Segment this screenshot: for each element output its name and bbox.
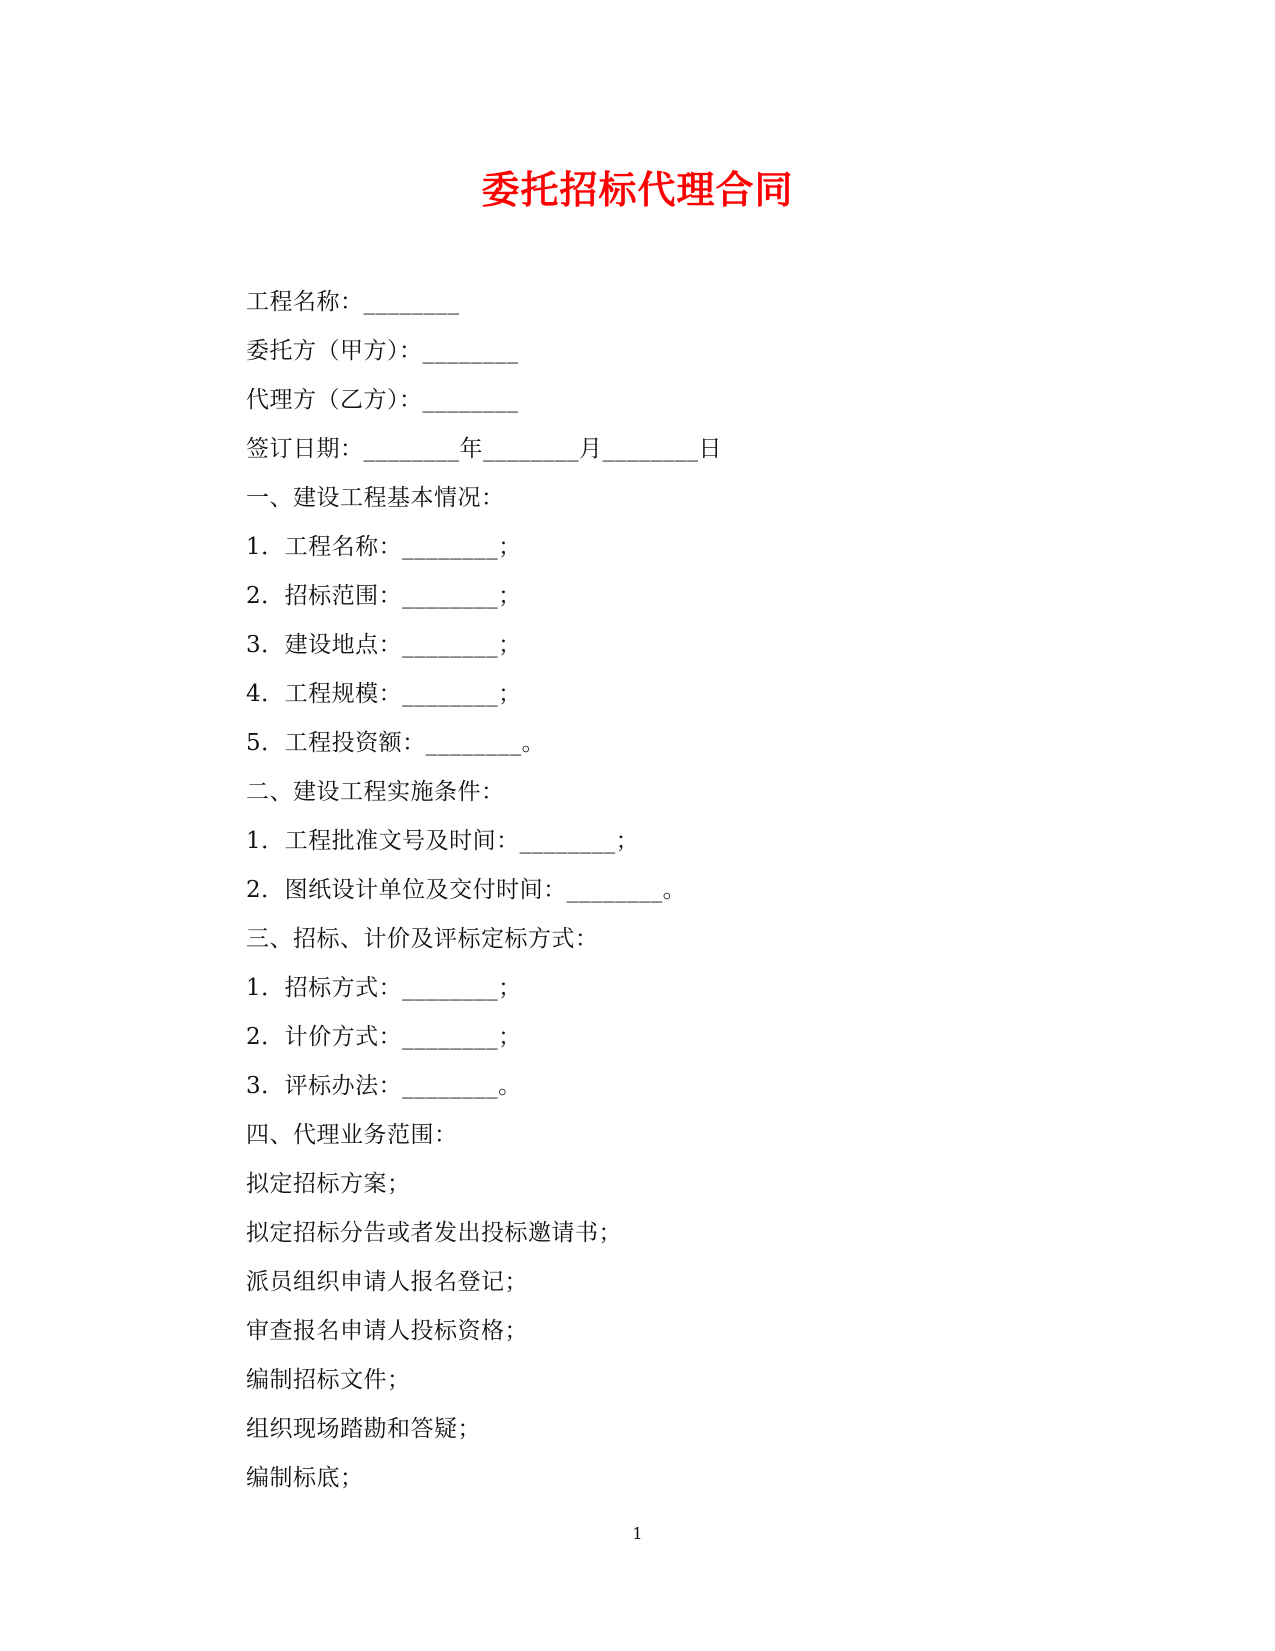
- text-line-4-5: 编制招标文件；: [246, 1367, 411, 1393]
- text-line-1-2: 2．招标范围：________；: [246, 583, 522, 609]
- text-line-2-2: 2．图纸设计单位及交付时间：________。: [246, 877, 687, 903]
- text-line-1-5: 5．工程投资额：________。: [246, 730, 546, 756]
- section-heading-4: 四、代理业务范围：: [246, 1122, 458, 1148]
- text-line-1-1: 1．工程名称：________；: [246, 534, 522, 560]
- text-line-4-6: 组织现场踏勘和答疑；: [246, 1416, 481, 1442]
- text-line-3-3: 3．评标办法：________。: [246, 1073, 522, 1099]
- text-line-4-1: 拟定招标方案；: [246, 1171, 411, 1197]
- section-heading-3: 三、招标、计价及评标定标方式：: [246, 926, 599, 952]
- text-line-4-2: 拟定招标分告或者发出投标邀请书；: [246, 1220, 622, 1246]
- page-number: 1: [632, 1524, 643, 1543]
- text-line-3-1: 1．招标方式：________；: [246, 975, 522, 1001]
- text-line-3-2: 2．计价方式：________；: [246, 1024, 522, 1050]
- text-line-1-4: 4．工程规模：________；: [246, 681, 522, 707]
- text-line-signing-date: 签订日期：________年________月________日: [246, 436, 722, 462]
- text-line-4-4: 审查报名申请人投标资格；: [246, 1318, 528, 1344]
- document-title: 委托招标代理合同: [481, 167, 794, 212]
- text-line-2-1: 1．工程批准文号及时间：________；: [246, 828, 640, 854]
- text-line-4-3: 派员组织申请人报名登记；: [246, 1269, 528, 1295]
- document-body: [246, 278, 1106, 1503]
- text-line-agent-party-b: 代理方（乙方）：________: [246, 387, 519, 413]
- text-line-4-7: 编制标底；: [246, 1465, 364, 1491]
- text-line-project-name: 工程名称：________: [246, 289, 460, 315]
- text-line-principal-party-a: 委托方（甲方）：________: [246, 338, 519, 364]
- section-heading-1: 一、建设工程基本情况：: [246, 485, 505, 511]
- section-heading-2: 二、建设工程实施条件：: [246, 779, 505, 805]
- text-line-1-3: 3．建设地点：________；: [246, 632, 522, 658]
